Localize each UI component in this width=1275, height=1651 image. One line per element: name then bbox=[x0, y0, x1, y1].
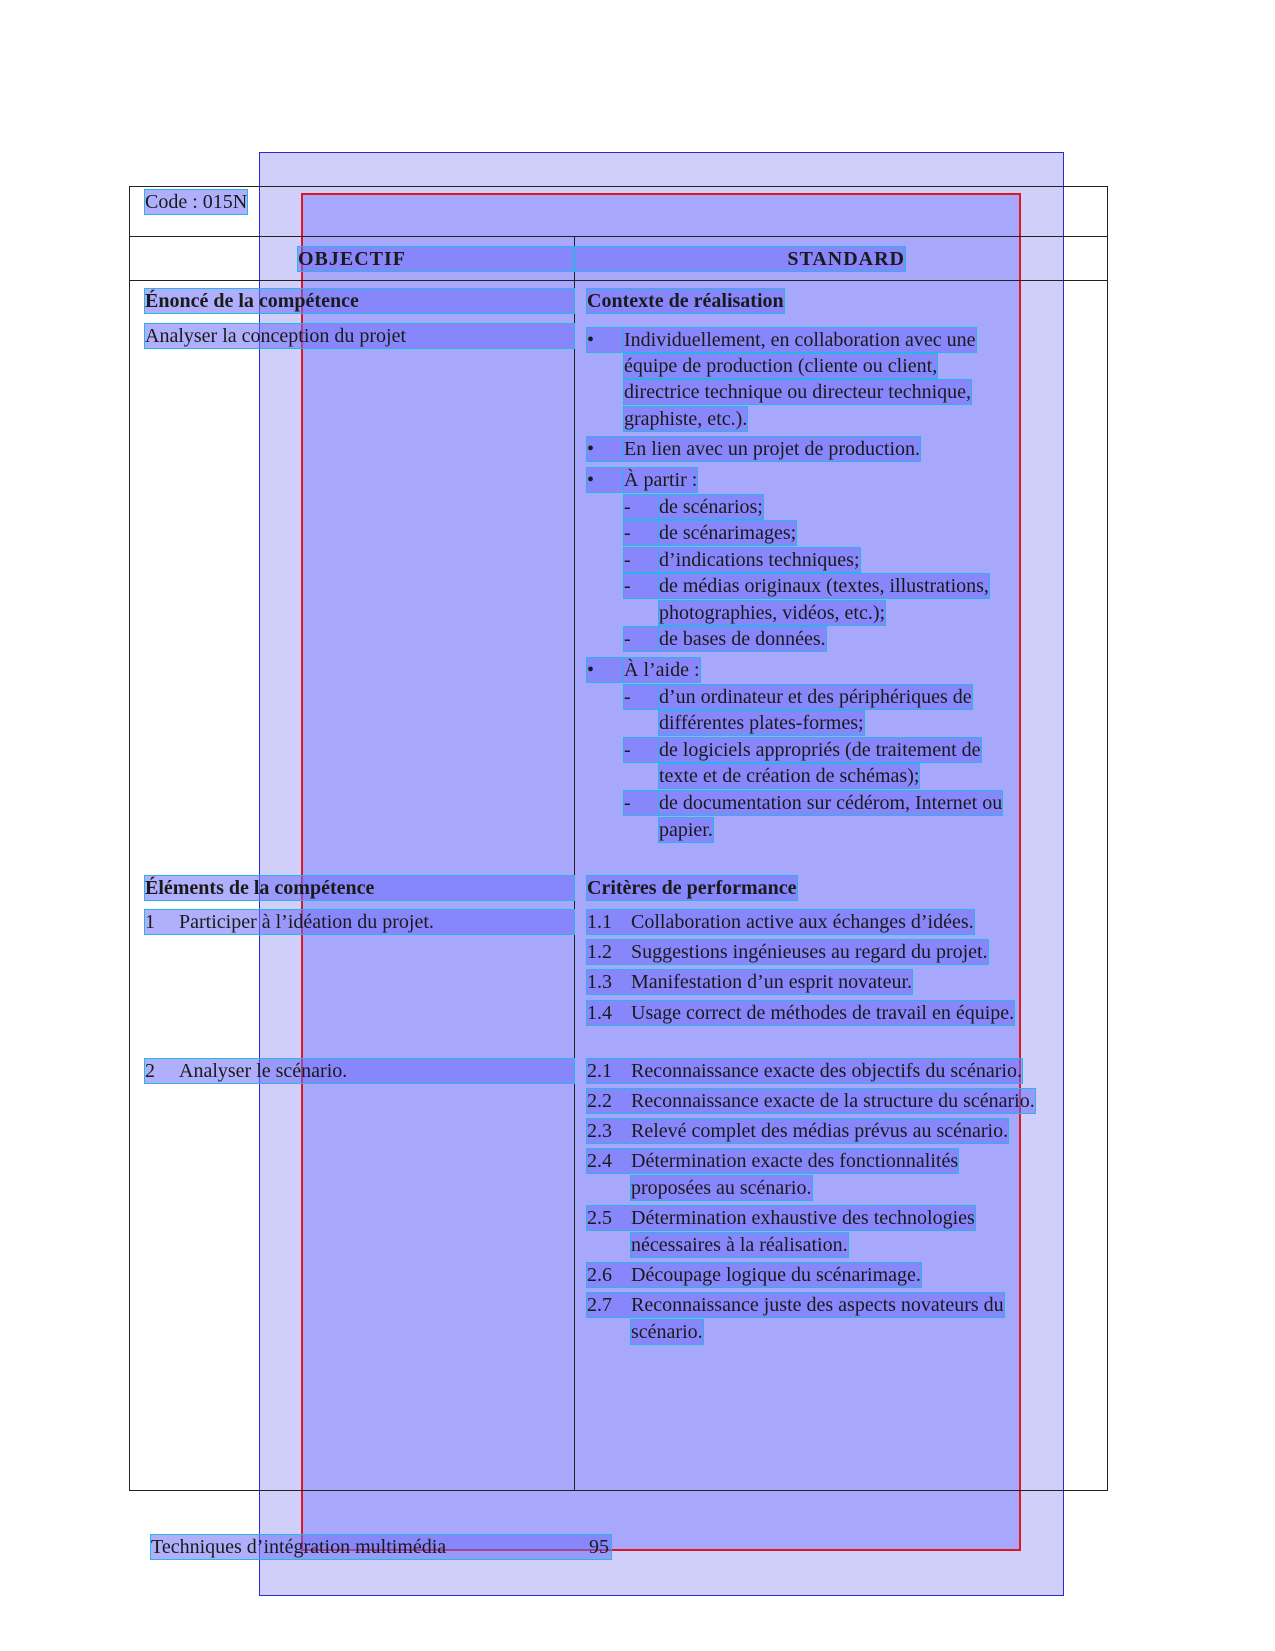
dash-icon: - bbox=[624, 521, 658, 545]
context-subitem: différentes plates-formes; bbox=[659, 712, 864, 734]
criterion-text: Détermination exacte des fonctionnalités bbox=[631, 1150, 959, 1172]
criterion-row bbox=[587, 1206, 975, 1230]
context-subitem: photographies, vidéos, etc.); bbox=[659, 602, 886, 624]
criterion-number: 1.4 bbox=[587, 1002, 612, 1024]
context-subitem: de logiciels appropriés (de traitement de bbox=[659, 739, 981, 761]
criterion-row bbox=[587, 910, 974, 934]
criterion-text: Suggestions ingénieuses au regard du projet. bbox=[631, 941, 988, 963]
criterion-number: 2.1 bbox=[587, 1060, 612, 1082]
criterion-text: nécessaires à la réalisation. bbox=[631, 1234, 848, 1256]
context-subitem: d’un ordinateur et des périphériques de bbox=[659, 686, 972, 708]
context-line: En lien avec un projet de production. bbox=[624, 438, 921, 460]
competence-text: Analyser la conception du projet bbox=[145, 324, 574, 348]
context-line: Individuellement, en collaboration avec une bbox=[624, 329, 976, 351]
dash-icon: - bbox=[624, 685, 658, 709]
table-divider bbox=[129, 280, 1108, 281]
context-line: À l’aide : bbox=[624, 659, 700, 681]
elements-heading: Éléments de la compétence bbox=[145, 876, 574, 900]
criterion-text: proposées au scénario. bbox=[631, 1177, 812, 1199]
context-subitem: d’indications techniques; bbox=[659, 549, 860, 571]
criterion-text: Reconnaissance exacte de la structure du scénario. bbox=[631, 1090, 1035, 1112]
dash-icon: - bbox=[624, 495, 658, 519]
criterion-number: 2.5 bbox=[587, 1207, 612, 1229]
bullet-icon: • bbox=[587, 328, 623, 352]
page-number: 95 bbox=[589, 1536, 609, 1558]
context-line: graphiste, etc.). bbox=[624, 408, 748, 430]
bullet-icon: • bbox=[587, 437, 623, 461]
criteria-heading: Critères de performance bbox=[587, 877, 797, 899]
dash-icon: - bbox=[624, 738, 658, 762]
element-row bbox=[145, 1059, 574, 1083]
criterion-number: 2.4 bbox=[587, 1150, 612, 1172]
context-subitem: texte et de création de schémas); bbox=[659, 765, 920, 787]
context-line: équipe de production (cliente ou client, bbox=[624, 355, 938, 377]
dash-icon: - bbox=[624, 548, 658, 572]
criterion-text: scénario. bbox=[631, 1321, 703, 1343]
criterion-number: 1.2 bbox=[587, 941, 612, 963]
criterion-number: 2.6 bbox=[587, 1264, 612, 1286]
element-text: Analyser le scénario. bbox=[179, 1060, 348, 1082]
bullet-icon: • bbox=[587, 468, 623, 492]
criterion-row bbox=[587, 1059, 1022, 1083]
criterion-text: Découpage logique du scénarimage. bbox=[631, 1264, 921, 1286]
context-subitem: de médias originaux (textes, illustrations, bbox=[659, 575, 989, 597]
criterion-text: Reconnaissance exacte des objectifs du scénario. bbox=[631, 1060, 1022, 1082]
criterion-number: 2.3 bbox=[587, 1120, 612, 1142]
context-heading: Contexte de réalisation bbox=[587, 290, 784, 312]
dash-icon: - bbox=[624, 791, 658, 815]
footer-title: Techniques d’intégration multimédia bbox=[151, 1536, 447, 1558]
element-number: 2 bbox=[145, 1060, 155, 1082]
criterion-row bbox=[587, 970, 912, 994]
criterion-row bbox=[587, 940, 988, 964]
column-header-objectif: OBJECTIF bbox=[298, 247, 573, 271]
criterion-text: Usage correct de méthodes de travail en équipe. bbox=[631, 1002, 1015, 1024]
criterion-number: 1.1 bbox=[587, 911, 612, 933]
criterion-row bbox=[587, 1293, 1004, 1317]
competence-heading: Énoncé de la compétence bbox=[145, 289, 574, 313]
criterion-row bbox=[587, 1149, 958, 1173]
element-row bbox=[145, 910, 574, 934]
criterion-text: Manifestation d’un esprit novateur. bbox=[631, 971, 913, 993]
criterion-number: 2.2 bbox=[587, 1090, 612, 1112]
column-divider bbox=[574, 236, 575, 1491]
code-label: Code : 015N bbox=[145, 191, 248, 213]
context-subitem: papier. bbox=[659, 819, 713, 841]
criterion-row bbox=[587, 1089, 1035, 1113]
context-subitem: de documentation sur cédérom, Internet ou bbox=[659, 792, 1003, 814]
criterion-text: Relevé complet des médias prévus au scénario. bbox=[631, 1120, 1009, 1142]
criterion-text: Reconnaissance juste des aspects novateurs du bbox=[631, 1294, 1004, 1316]
context-subitem: de scénarimages; bbox=[659, 522, 797, 544]
column-header-standard: STANDARD bbox=[575, 247, 905, 271]
criterion-number: 1.3 bbox=[587, 971, 612, 993]
element-number: 1 bbox=[145, 911, 155, 933]
context-line: À partir : bbox=[624, 469, 698, 491]
element-text: Participer à l’idéation du projet. bbox=[179, 911, 434, 933]
bullet-icon: • bbox=[587, 658, 623, 682]
criterion-row bbox=[587, 1119, 1008, 1143]
criterion-number: 2.7 bbox=[587, 1294, 612, 1316]
footer bbox=[151, 1535, 611, 1559]
table-divider bbox=[129, 236, 1108, 237]
context-subitem: de scénarios; bbox=[659, 496, 763, 518]
criterion-text: Collaboration active aux échanges d’idées. bbox=[631, 911, 974, 933]
context-line: directrice technique ou directeur technique, bbox=[624, 381, 972, 403]
criterion-text: Détermination exhaustive des technologies bbox=[631, 1207, 975, 1229]
context-subitem: de bases de données. bbox=[659, 628, 826, 650]
dash-icon: - bbox=[624, 574, 658, 598]
dash-icon: - bbox=[624, 627, 658, 651]
criterion-row bbox=[587, 1001, 1014, 1025]
criterion-row bbox=[587, 1263, 921, 1287]
